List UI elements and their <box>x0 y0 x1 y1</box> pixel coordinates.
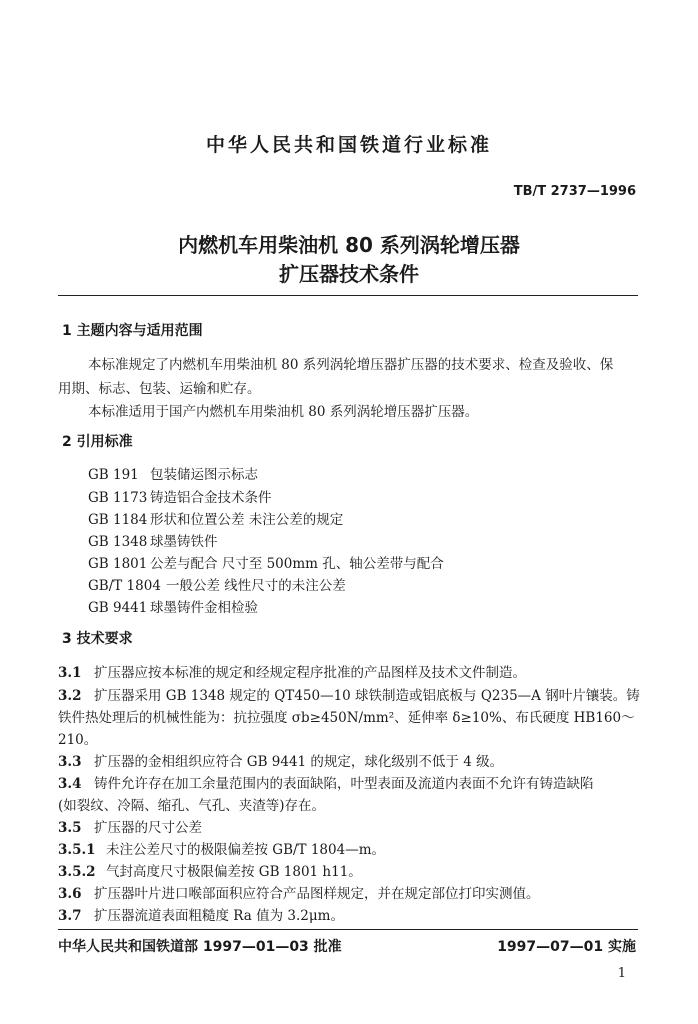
reference-item <box>88 508 343 528</box>
clause-3-5-2 <box>58 860 362 880</box>
clause-text: 气封高度尺寸极限偏差按 GB 1801 h11。 <box>106 864 362 880</box>
section-1-paragraph-1-line2: 用期、标志、包装、运输和贮存。 <box>58 381 261 397</box>
section-1-paragraph-2: 本标准适用于国产内燃机车用柴油机 80 系列涡轮增压器扩压器。 <box>88 404 479 420</box>
clause-text: 扩压器的尺寸公差 <box>94 820 202 836</box>
reference-code: GB 1184 <box>88 512 148 528</box>
section-2-heading: 2 引用标准 <box>62 434 133 450</box>
clause-text: 扩压器应按本标准的规定和经规定程序批准的产品图样及技术文件制造。 <box>94 665 526 681</box>
clause-3-2-line2: 铁件热处理后的机械性能为：抗拉强度 σb≥450N/mm²、延伸率 δ≥10%、布氏硬度 HB160～ <box>58 710 635 726</box>
clause-text: 未注公差尺寸的极限偏差按 GB/T 1804—m。 <box>106 842 385 858</box>
clause-3-4-line2: (如裂纹、冷隔、缩孔、气孔、夹渣等)存在。 <box>58 798 326 814</box>
org-title: 中华人民共和国铁道行业标准 <box>205 134 492 156</box>
approval-statement: 中华人民共和国铁道部 1997—01—03 批准 <box>58 939 342 955</box>
clause-text: 铸件允许存在加工余量范围内的表面缺陷，叶型表面及流道内表面不允许有铸造缺陷 <box>94 776 594 792</box>
clause-3-2-line3: 210。 <box>58 732 98 748</box>
reference-title: 一般公差 线性尺寸的未注公差 <box>166 578 346 594</box>
clause-number: 3.1 <box>58 665 82 681</box>
clause-3-1 <box>58 661 526 681</box>
section-1-paragraph-1-line1: 本标准规定了内燃机车用柴油机 80 系列涡轮增压器扩压器的技术要求、检查及验收、保 <box>88 357 614 373</box>
document-title-line2: 扩压器技术条件 <box>279 262 419 286</box>
clause-text: 扩压器的金相组织应符合 GB 9441 的规定，球化级别不低于 4 级。 <box>94 754 504 770</box>
reference-item <box>88 574 346 594</box>
clause-number: 3.6 <box>58 886 82 902</box>
clause-text: 扩压器流道表面粗糙度 Ra 值为 3.2μm。 <box>94 908 344 924</box>
clause-number: 3.4 <box>58 776 82 792</box>
implementation-date: 1997—07—01 实施 <box>497 939 636 955</box>
reference-item <box>88 530 218 550</box>
clause-3-5-1 <box>58 838 385 858</box>
reference-code: GB/T 1804 <box>88 578 161 594</box>
clause-text: 扩压器采用 GB 1348 规定的 QT450—10 球铁制造或铝底板与 Q235—A 钢叶片镶装。铸 <box>94 688 640 704</box>
reference-title: 铸造铝合金技术条件 <box>150 490 272 506</box>
reference-title: 形状和位置公差 未注公差的规定 <box>150 512 344 528</box>
reference-item <box>88 486 272 506</box>
header-rule <box>58 295 638 296</box>
reference-item <box>88 596 258 616</box>
clause-number: 3.5 <box>58 820 82 836</box>
clause-number: 3.2 <box>58 688 82 704</box>
clause-3-5 <box>58 816 202 836</box>
footer-rule <box>58 929 638 930</box>
section-1-heading: 1 主题内容与适用范围 <box>62 323 203 339</box>
reference-title: 球墨铸件金相检验 <box>150 600 258 616</box>
reference-code: GB 1348 <box>88 534 148 550</box>
clause-3-7 <box>58 904 344 924</box>
clause-3-3 <box>58 750 503 770</box>
reference-code: GB 1173 <box>88 490 148 506</box>
clause-number: 3.7 <box>58 908 82 924</box>
reference-item <box>88 463 258 483</box>
section-3-heading: 3 技术要求 <box>62 631 133 647</box>
clause-text: 扩压器叶片进口喉部面积应符合产品图样规定，并在规定部位打印实测值。 <box>94 886 540 902</box>
standard-code: TB/T 2737—1996 <box>513 184 636 199</box>
page-number: 1 <box>617 966 626 981</box>
clause-3-4 <box>58 772 594 792</box>
reference-title: 公差与配合 尺寸至 500mm 孔、轴公差带与配合 <box>150 556 444 572</box>
reference-title: 包装储运图示标志 <box>150 467 258 483</box>
clause-3-6 <box>58 882 540 902</box>
reference-title: 球墨铸铁件 <box>150 534 218 550</box>
reference-code: GB 1801 <box>88 556 148 572</box>
reference-code: GB 9441 <box>88 600 148 616</box>
clause-number: 3.3 <box>58 754 82 770</box>
clause-number: 3.5.1 <box>58 842 96 858</box>
reference-item <box>88 552 444 572</box>
reference-code: GB 191 <box>88 467 139 483</box>
clause-number: 3.5.2 <box>58 864 96 880</box>
clause-3-2 <box>58 684 640 704</box>
document-title-line1: 内燃机车用柴油机 80 系列涡轮增压器 <box>178 233 520 257</box>
